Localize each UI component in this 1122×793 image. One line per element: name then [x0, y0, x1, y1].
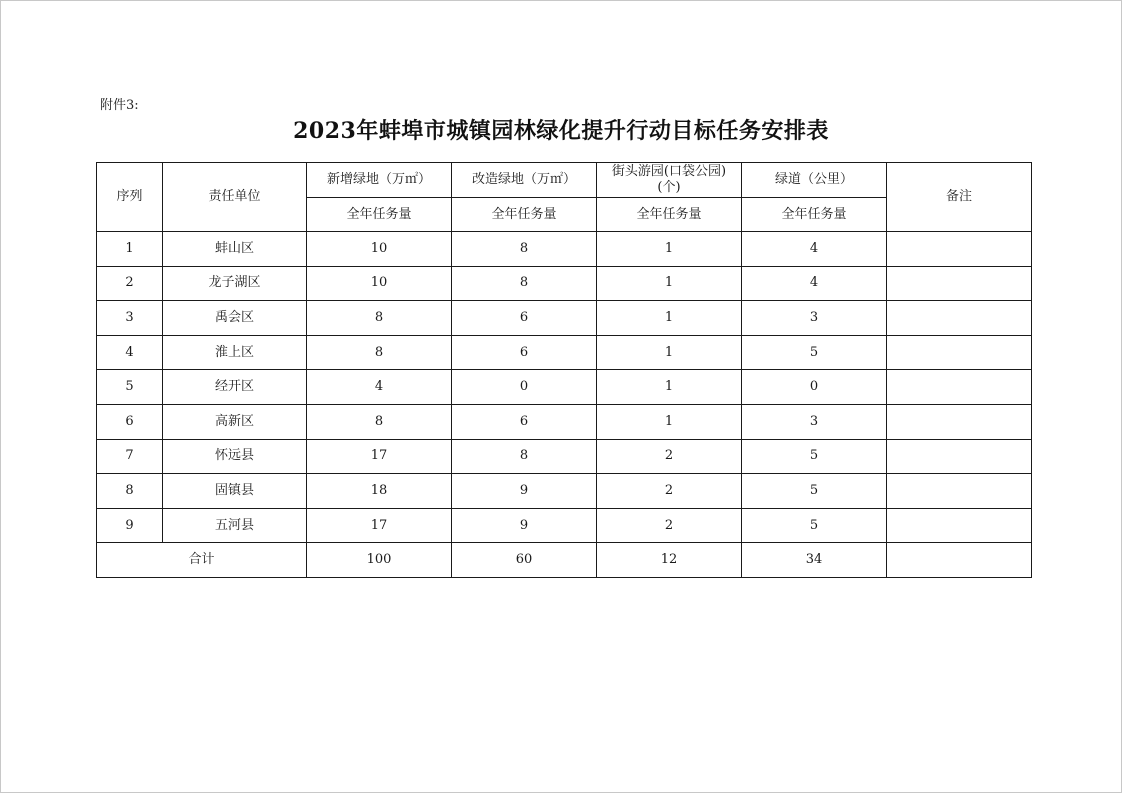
cell-greenway: 4 — [742, 232, 887, 267]
header-remark: 备注 — [887, 163, 1032, 232]
cell-seq: 7 — [97, 439, 163, 474]
cell-seq: 2 — [97, 266, 163, 301]
cell-seq: 1 — [97, 232, 163, 267]
cell-renovate-green: 8 — [452, 266, 597, 301]
cell-unit: 龙子湖区 — [163, 266, 307, 301]
cell-seq: 6 — [97, 404, 163, 439]
total-row — [97, 543, 1032, 578]
cell-pocket-park: 2 — [597, 439, 742, 474]
cell-seq: 9 — [97, 508, 163, 543]
cell-new-green: 18 — [307, 474, 452, 509]
header-renovate-green: 改造绿地（万㎡） — [452, 163, 597, 198]
cell-total-greenway: 34 — [742, 543, 887, 578]
cell-remark — [887, 335, 1032, 370]
cell-unit: 蚌山区 — [163, 232, 307, 267]
header-annual-task: 全年任务量 — [452, 198, 597, 232]
cell-renovate-green: 0 — [452, 370, 597, 405]
cell-greenway: 5 — [742, 508, 887, 543]
cell-greenway: 3 — [742, 301, 887, 336]
header-pocket-park: 街头游园(口袋公园)(个) — [597, 163, 742, 198]
cell-remark — [887, 370, 1032, 405]
cell-unit: 怀远县 — [163, 439, 307, 474]
cell-pocket-park: 1 — [597, 370, 742, 405]
table-row — [97, 439, 1032, 474]
header-new-green: 新增绿地（万㎡） — [307, 163, 452, 198]
cell-seq: 5 — [97, 370, 163, 405]
cell-pocket-park: 1 — [597, 335, 742, 370]
cell-unit: 经开区 — [163, 370, 307, 405]
task-table — [96, 162, 1032, 578]
document-title: 2023年蚌埠市城镇园林绿化提升行动目标任务安排表 — [293, 118, 829, 144]
cell-renovate-green: 9 — [452, 508, 597, 543]
cell-greenway: 4 — [742, 266, 887, 301]
cell-pocket-park: 1 — [597, 232, 742, 267]
header-seq: 序列 — [97, 163, 163, 232]
cell-unit: 淮上区 — [163, 335, 307, 370]
header-greenway: 绿道（公里） — [742, 163, 887, 198]
cell-greenway: 5 — [742, 474, 887, 509]
cell-total-pocket-park: 12 — [597, 543, 742, 578]
header-row-top — [97, 163, 1032, 198]
cell-seq: 8 — [97, 474, 163, 509]
cell-renovate-green: 8 — [452, 439, 597, 474]
cell-total-renovate-green: 60 — [452, 543, 597, 578]
cell-renovate-green: 6 — [452, 404, 597, 439]
cell-pocket-park: 1 — [597, 266, 742, 301]
cell-remark — [887, 439, 1032, 474]
cell-new-green: 8 — [307, 404, 452, 439]
cell-remark — [887, 232, 1032, 267]
table-row — [97, 301, 1032, 336]
cell-new-green: 10 — [307, 232, 452, 267]
cell-greenway: 5 — [742, 335, 887, 370]
cell-pocket-park: 2 — [597, 508, 742, 543]
header-unit: 责任单位 — [163, 163, 307, 232]
cell-new-green: 10 — [307, 266, 452, 301]
cell-pocket-park: 1 — [597, 301, 742, 336]
cell-greenway: 3 — [742, 404, 887, 439]
cell-remark — [887, 266, 1032, 301]
cell-seq: 3 — [97, 301, 163, 336]
table-row — [97, 335, 1032, 370]
cell-new-green: 17 — [307, 439, 452, 474]
cell-seq: 4 — [97, 335, 163, 370]
table-row — [97, 404, 1032, 439]
cell-unit: 禹会区 — [163, 301, 307, 336]
cell-renovate-green: 6 — [452, 335, 597, 370]
header-annual-task: 全年任务量 — [742, 198, 887, 232]
cell-pocket-park: 1 — [597, 404, 742, 439]
cell-greenway: 0 — [742, 370, 887, 405]
cell-unit: 固镇县 — [163, 474, 307, 509]
cell-total-remark — [887, 543, 1032, 578]
cell-new-green: 8 — [307, 335, 452, 370]
cell-remark — [887, 404, 1032, 439]
cell-remark — [887, 301, 1032, 336]
table-row — [97, 266, 1032, 301]
cell-renovate-green: 6 — [452, 301, 597, 336]
cell-new-green: 17 — [307, 508, 452, 543]
attachment-label: 附件3: — [100, 98, 139, 113]
cell-unit: 五河县 — [163, 508, 307, 543]
cell-remark — [887, 508, 1032, 543]
cell-greenway: 5 — [742, 439, 887, 474]
header-annual-task: 全年任务量 — [307, 198, 452, 232]
table-row — [97, 474, 1032, 509]
cell-total-label: 合计 — [97, 543, 307, 578]
cell-new-green: 4 — [307, 370, 452, 405]
cell-renovate-green: 9 — [452, 474, 597, 509]
cell-unit: 高新区 — [163, 404, 307, 439]
header-annual-task: 全年任务量 — [597, 198, 742, 232]
table-row — [97, 370, 1032, 405]
table-row — [97, 508, 1032, 543]
cell-total-new-green: 100 — [307, 543, 452, 578]
cell-renovate-green: 8 — [452, 232, 597, 267]
cell-remark — [887, 474, 1032, 509]
cell-new-green: 8 — [307, 301, 452, 336]
cell-pocket-park: 2 — [597, 474, 742, 509]
table-row — [97, 232, 1032, 267]
